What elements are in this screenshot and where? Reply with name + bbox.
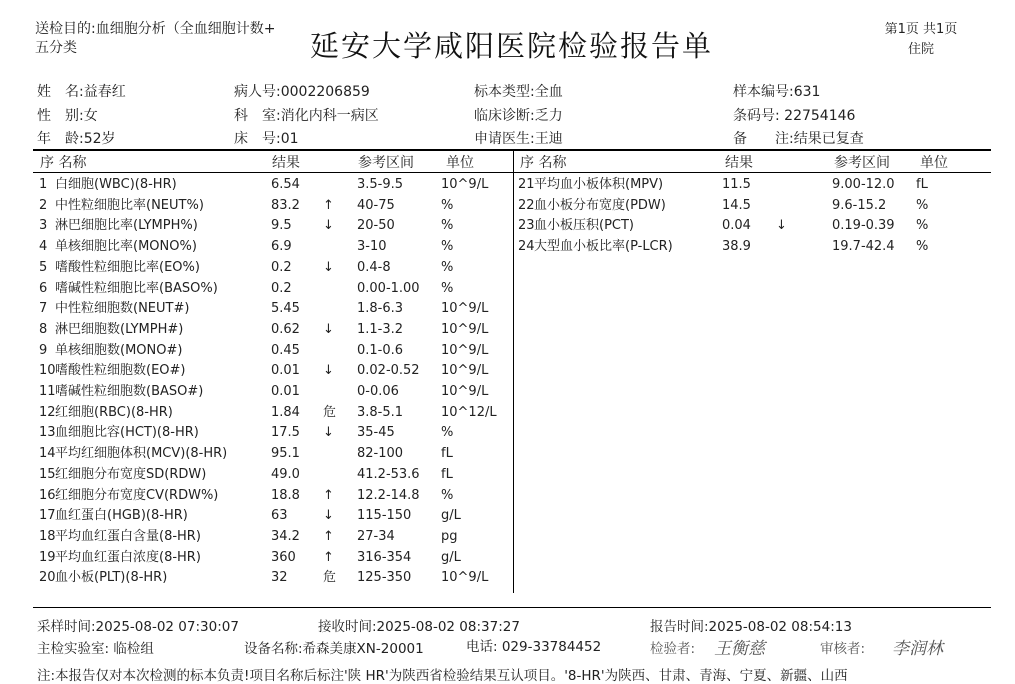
test-name: 白细胞(WBC)(8-HR) (55, 177, 177, 192)
tester-signature: 王衡慈 (714, 639, 765, 659)
reference-range: 9.6-15.2 (832, 197, 887, 213)
page-number: 第1页 共1页 (884, 22, 958, 37)
left-header-reference: 参考区间 (358, 155, 414, 171)
unit: pg (441, 528, 458, 544)
test-result: 17.5 (271, 425, 300, 441)
test-result: 6.9 (271, 239, 292, 255)
row-number: 23 (518, 218, 535, 234)
reference-range: 12.2-14.8 (357, 487, 420, 503)
page-info (876, 20, 966, 60)
unit: 10^9/L (441, 363, 489, 379)
test-name: 嗜酸性粒细胞比率(EO%) (55, 259, 200, 275)
test-result: 360 (271, 549, 296, 565)
unit: % (441, 197, 454, 213)
test-name: 中性粒细胞数(NEUT#) (55, 301, 190, 317)
table-row (39, 527, 509, 547)
test-purpose (35, 20, 275, 58)
reference-range: 41.2-53.6 (357, 466, 420, 482)
row-number: 24 (518, 239, 535, 255)
reference-range: 40-75 (357, 197, 395, 213)
row-number: 3 (39, 218, 48, 234)
test-result: 0.45 (271, 342, 300, 358)
test-result: 95.1 (271, 446, 300, 462)
test-name: 嗜碱性粒细胞数(BASO#) (55, 384, 204, 399)
result-flag: ↓ (323, 425, 334, 441)
unit: % (916, 197, 929, 213)
result-flag: ↑ (323, 197, 334, 213)
test-name: 中性粒细胞比率(NEUT%) (55, 197, 204, 213)
table-row (39, 299, 509, 319)
table-row (39, 258, 509, 278)
row-number: 9 (39, 342, 48, 358)
table-row (39, 423, 509, 443)
table-row (39, 196, 509, 216)
test-name: 血小板分布宽度(PDW) (534, 197, 666, 213)
unit: 10^9/L (441, 177, 489, 192)
test-result: 11.5 (722, 177, 751, 192)
table-row (39, 237, 509, 257)
unit: fL (441, 446, 453, 462)
result-flag: ↓ (776, 218, 787, 234)
reference-range: 0.1-0.6 (357, 342, 404, 358)
test-name: 平均血小板体积(MPV) (534, 177, 664, 192)
reference-range: 3-10 (357, 239, 387, 255)
test-result: 0.01 (271, 384, 300, 399)
reference-range: 0.00-1.00 (357, 280, 420, 296)
result-flag: ↑ (323, 549, 334, 565)
report-time: 报告时间:2025-08-02 08:54:13 (650, 619, 852, 635)
reference-range: 0.19-0.39 (832, 218, 895, 234)
table-row (39, 506, 509, 526)
result-flag: 危 (323, 404, 337, 420)
receive-time: 接收时间:2025-08-02 08:37:27 (318, 619, 520, 635)
test-name: 平均红细胞体积(MCV)(8-HR) (55, 446, 228, 462)
test-name: 单核细胞数(MONO#) (55, 342, 183, 358)
reference-range: 0.4-8 (357, 259, 391, 275)
unit: % (441, 239, 454, 255)
right-header-unit: 单位 (920, 155, 948, 171)
reference-range: 82-100 (357, 446, 404, 462)
test-name: 血小板(PLT)(8-HR) (55, 570, 168, 586)
department: 科 室:消化内科一病区 (234, 108, 379, 124)
row-number: 14 (39, 446, 56, 462)
row-number: 19 (39, 549, 56, 565)
reviewer-signature: 李润林 (892, 639, 943, 659)
test-result: 38.9 (722, 239, 751, 255)
unit: g/L (441, 549, 461, 565)
unit: fL (441, 466, 453, 482)
table-row (39, 341, 509, 361)
row-number: 2 (39, 197, 48, 213)
test-name: 红细胞(RBC)(8-HR) (55, 404, 173, 420)
unit: 10^9/L (441, 384, 489, 399)
test-result: 6.54 (271, 177, 300, 192)
table-row (39, 444, 509, 464)
patient-age: 年 龄:52岁 (37, 131, 116, 147)
barcode-number: 条码号: 22754146 (733, 108, 856, 124)
test-result: 0.04 (722, 218, 751, 234)
row-number: 12 (39, 404, 56, 420)
result-flag: 危 (323, 570, 337, 586)
patient-sex: 性 别:女 (37, 108, 98, 124)
left-header-unit: 单位 (446, 155, 474, 171)
right-header-reference: 参考区间 (834, 155, 890, 171)
unit: 10^9/L (441, 342, 489, 358)
test-name: 红细胞分布宽度CV(RDW%) (55, 487, 219, 503)
test-result: 63 (271, 508, 288, 524)
test-name: 血小板压积(PCT) (534, 218, 635, 234)
unit: % (441, 259, 454, 275)
test-result: 1.84 (271, 404, 300, 420)
test-name: 嗜碱性粒细胞比率(BASO%) (55, 280, 218, 296)
test-result: 9.5 (271, 218, 292, 234)
column-divider (513, 151, 514, 593)
result-flag: ↓ (323, 259, 334, 275)
result-flag: ↓ (323, 363, 334, 379)
reference-range: 27-34 (357, 528, 395, 544)
reference-range: 35-45 (357, 425, 395, 441)
collect-time: 采样时间:2025-08-02 07:30:07 (37, 619, 239, 635)
row-number: 4 (39, 239, 48, 255)
right-header-no-name: 序 名称 (520, 155, 567, 171)
table-row (518, 196, 988, 216)
table-row (518, 175, 988, 195)
table-row (39, 279, 509, 299)
patient-number: 病人号:0002206859 (234, 84, 370, 100)
ward-type: 住院 (907, 42, 934, 57)
specimen-type: 标本类型:全血 (474, 84, 563, 100)
reference-range: 3.5-9.5 (357, 177, 404, 192)
footer-rule (33, 607, 991, 608)
right-header-result: 结果 (725, 155, 753, 171)
left-header-result: 结果 (272, 155, 300, 171)
tester-label: 检验者: (650, 641, 696, 657)
test-purpose-line1: 送检目的:血细胞分析（全血细胞计数+ (35, 21, 276, 37)
table-row (39, 361, 509, 381)
row-number: 17 (39, 508, 56, 524)
table-header-rule (33, 172, 991, 173)
test-result: 0.2 (271, 259, 292, 275)
row-number: 6 (39, 280, 48, 296)
row-number: 22 (518, 197, 535, 213)
table-row (39, 465, 509, 485)
report-title: 延安大学咸阳医院检验报告单 (310, 29, 714, 63)
test-name: 平均血红蛋白浓度(8-HR) (55, 549, 201, 565)
device-name: 设备名称:希森美康XN-20001 (244, 641, 424, 657)
test-result: 0.62 (271, 321, 300, 337)
result-flag: ↓ (323, 508, 334, 524)
test-name: 淋巴细胞数(LYMPH#) (55, 321, 184, 337)
result-flag: ↑ (323, 528, 334, 544)
row-number: 20 (39, 570, 56, 586)
table-row (39, 216, 509, 236)
row-number: 21 (518, 177, 535, 192)
test-result: 32 (271, 570, 288, 586)
result-flag: ↓ (323, 321, 334, 337)
row-number: 15 (39, 466, 56, 482)
test-name: 红细胞分布宽度SD(RDW) (55, 466, 207, 482)
unit: % (441, 487, 454, 503)
table-row (39, 382, 509, 402)
reference-range: 9.00-12.0 (832, 177, 895, 192)
clinical-diagnosis: 临床诊断:乏力 (474, 108, 563, 124)
row-number: 10 (39, 363, 56, 379)
result-flag: ↑ (323, 487, 334, 503)
test-result: 83.2 (271, 197, 300, 213)
reference-range: 20-50 (357, 218, 395, 234)
test-result: 49.0 (271, 466, 300, 482)
table-row (518, 216, 988, 236)
test-name: 嗜酸性粒细胞数(EO#) (55, 363, 186, 379)
reference-range: 3.8-5.1 (357, 404, 404, 420)
patient-name: 姓 名:益春红 (37, 84, 126, 100)
test-name: 大型血小板比率(P-LCR) (534, 239, 673, 255)
unit: % (441, 280, 454, 296)
table-row (39, 175, 509, 195)
bed-number: 床 号:01 (234, 131, 299, 147)
table-row (39, 486, 509, 506)
row-number: 11 (39, 384, 56, 399)
unit: 10^9/L (441, 321, 489, 337)
reference-range: 19.7-42.4 (832, 239, 895, 255)
row-number: 7 (39, 301, 48, 317)
test-result: 5.45 (271, 301, 300, 317)
test-result: 0.01 (271, 363, 300, 379)
remark: 备 注:结果已复查 (733, 131, 864, 147)
test-name: 单核细胞比率(MONO%) (55, 239, 197, 255)
row-number: 1 (39, 177, 48, 192)
unit: % (916, 218, 929, 234)
unit: fL (916, 177, 928, 192)
reference-range: 316-354 (357, 549, 412, 565)
unit: % (916, 239, 929, 255)
reference-range: 1.1-3.2 (357, 321, 404, 337)
reference-range: 0-0.06 (357, 384, 399, 399)
test-name: 平均血红蛋白含量(8-HR) (55, 528, 201, 544)
report-note: 注:本报告仅对本次检测的标本负责!项目名称后标注'陕 HR'为陕西省检验结果互认项目。'8-HR'为陕西、甘肃、青海、宁夏、新疆、山西 (37, 668, 848, 684)
row-number: 8 (39, 321, 48, 337)
table-row (39, 403, 509, 423)
unit: % (441, 425, 454, 441)
reference-range: 1.8-6.3 (357, 301, 404, 317)
unit: 10^9/L (441, 570, 489, 586)
sample-number: 样本编号:631 (733, 84, 821, 100)
row-number: 5 (39, 259, 48, 275)
lab-name: 主检实验室: 临检组 (37, 641, 154, 657)
test-name: 血红蛋白(HGB)(8-HR) (55, 508, 188, 524)
requesting-doctor: 申请医生:王迪 (474, 131, 563, 147)
test-result: 34.2 (271, 528, 300, 544)
row-number: 13 (39, 425, 56, 441)
table-row (518, 237, 988, 257)
test-name: 淋巴细胞比率(LYMPH%) (55, 218, 198, 234)
left-header-no-name: 序 名称 (40, 155, 87, 171)
unit: 10^12/L (441, 404, 497, 420)
unit: % (441, 218, 454, 234)
test-result: 14.5 (722, 197, 751, 213)
result-flag: ↓ (323, 218, 334, 234)
lab-phone: 电话: 029-33784452 (466, 639, 602, 655)
reference-range: 125-350 (357, 570, 412, 586)
unit: 10^9/L (441, 301, 489, 317)
table-top-rule (33, 149, 991, 151)
table-row (39, 548, 509, 568)
row-number: 16 (39, 487, 56, 503)
test-name: 血细胞比容(HCT)(8-HR) (55, 425, 199, 441)
row-number: 18 (39, 528, 56, 544)
reference-range: 115-150 (357, 508, 412, 524)
test-result: 0.2 (271, 280, 292, 296)
reference-range: 0.02-0.52 (357, 363, 420, 379)
reviewer-label: 审核者: (820, 641, 866, 657)
unit: g/L (441, 508, 461, 524)
table-row (39, 568, 509, 588)
test-result: 18.8 (271, 487, 300, 503)
table-row (39, 320, 509, 340)
test-purpose-line2: 五分类 (35, 40, 77, 56)
